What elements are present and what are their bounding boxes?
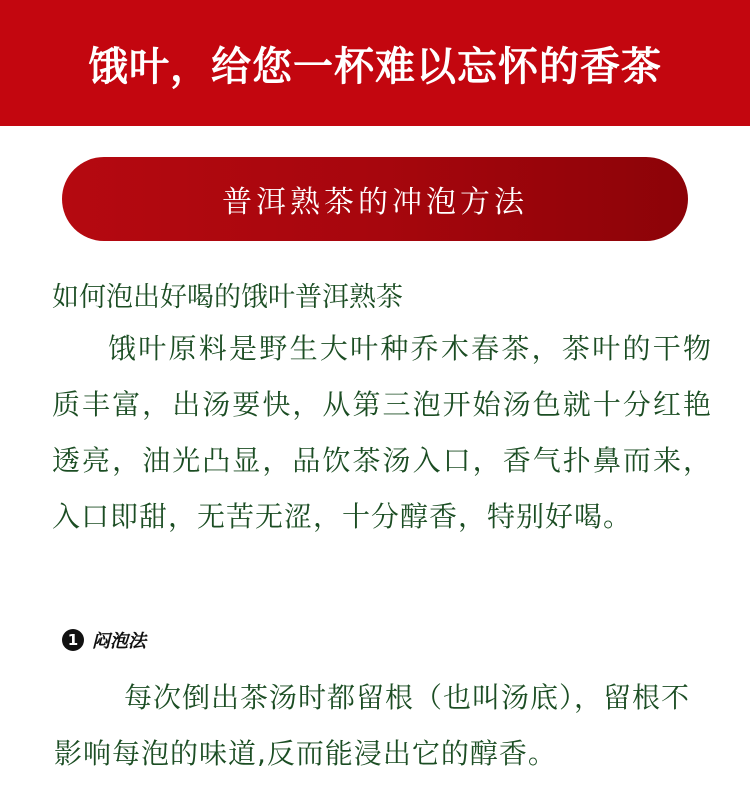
- section-heading-pill: [62, 157, 688, 241]
- intro-paragraph: 饿叶原料是野生大叶种乔木春茶，茶叶的干物质丰富，出汤要快，从第三泡开始汤色就十分红艳透亮，油光凸显，品饮茶汤入口，香气扑鼻而来，入口即甜，无苦无涩，十分醇香，特别好喝。: [52, 332, 712, 533]
- step-number-icon: 1: [62, 629, 84, 651]
- intro-subtitle: 如何泡出好喝的饿叶普洱熟茶: [52, 282, 403, 313]
- method-paragraph: 每次倒出茶汤时都留根（也叫汤底），留根不影响每泡的味道,反而能浸出它的醇香。: [54, 681, 691, 770]
- section-heading: 普洱熟茶的冲泡方法: [222, 185, 528, 220]
- banner-title: 饿叶，给您一杯难以忘怀的香茶: [88, 42, 662, 90]
- top-banner: [0, 0, 750, 126]
- step-label: 闷泡法: [92, 631, 146, 652]
- method-step: [62, 627, 146, 653]
